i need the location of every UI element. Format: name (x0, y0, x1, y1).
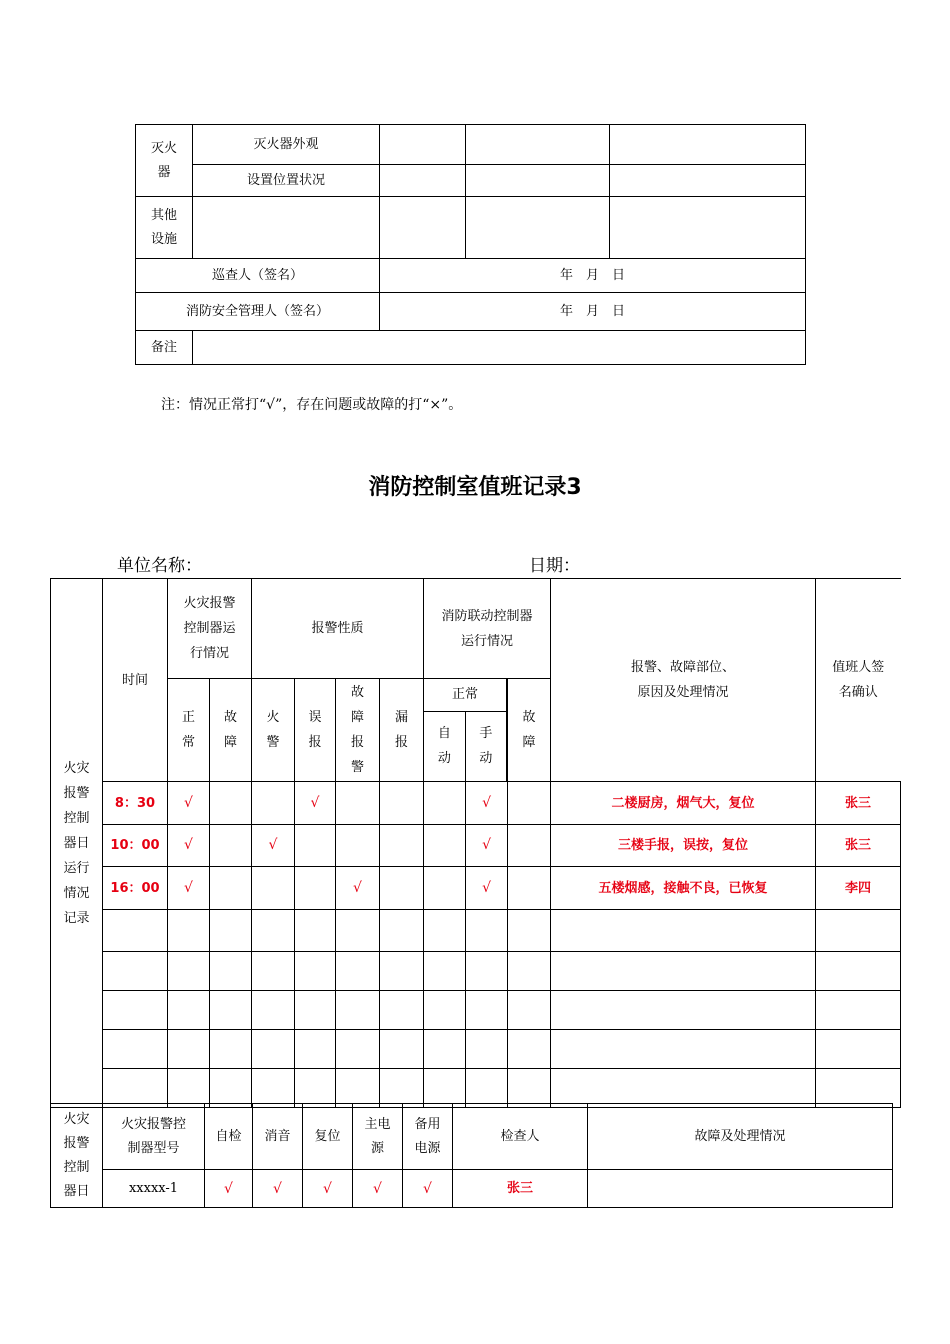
empty-cell (168, 1030, 210, 1069)
inspector-signature-label: 巡查人（签名） (136, 259, 380, 293)
missed-alarm-header: 漏报 (380, 679, 424, 782)
blank-cell (380, 867, 424, 910)
empty-cell (336, 1069, 380, 1108)
empty-cell (551, 910, 816, 952)
empty-cell (816, 1030, 901, 1069)
empty-cell (295, 1069, 336, 1108)
tick-manual: √ (466, 867, 508, 910)
empty-cell (103, 1069, 168, 1108)
check-side-cell (51, 1104, 103, 1208)
detail-header: 报警、故障部位、原因及处理情况 (551, 579, 816, 782)
duty-record-table (50, 578, 901, 1108)
row-time: 10：00 (103, 825, 168, 867)
blank-cell (610, 197, 806, 259)
note-text: 注：情况正常打“√”，存在问题或故障的打“×”。 (161, 397, 463, 413)
inspector-value: 张三 (453, 1170, 588, 1208)
time-header: 时间 (103, 579, 168, 782)
remark-value (193, 331, 806, 365)
tick-fire-alarm: √ (252, 825, 295, 867)
empty-cell (103, 910, 168, 952)
alarm-nature-header: 报警性质 (252, 579, 424, 679)
blank-cell (380, 125, 466, 165)
tick-controller-normal: √ (168, 825, 210, 867)
empty-cell (252, 952, 295, 991)
blank-cell (424, 782, 466, 825)
tick-manual: √ (466, 782, 508, 825)
tick-self-test: √ (205, 1170, 253, 1208)
empty-cell (295, 910, 336, 952)
blank-cell (508, 867, 551, 910)
blank-cell (336, 782, 380, 825)
empty-cell (210, 910, 252, 952)
extinguisher-position-label: 设置位置状况 (193, 165, 380, 197)
extinguisher-label: 灭火器 (151, 140, 178, 180)
inspection-table (135, 124, 806, 365)
reset-header: 复位 (303, 1104, 353, 1170)
empty-cell (168, 991, 210, 1030)
empty-cell (508, 910, 551, 952)
date-label: 日期： (529, 556, 580, 576)
empty-cell (168, 952, 210, 991)
tick-backup-power: √ (403, 1170, 453, 1208)
empty-cell (103, 952, 168, 991)
other-facilities-cell (136, 197, 193, 259)
empty-cell (295, 952, 336, 991)
blank-cell (210, 867, 252, 910)
blank-cell (380, 782, 424, 825)
empty-cell (466, 1030, 508, 1069)
empty-cell (252, 1030, 295, 1069)
empty-cell (168, 910, 210, 952)
blank-cell (466, 125, 610, 165)
empty-cell (508, 991, 551, 1030)
controller-header: 火灾报警控制器运行情况 (168, 579, 252, 679)
duty-side-cell (51, 579, 103, 1108)
linkage-auto-header: 自动 (424, 711, 465, 781)
empty-cell (551, 952, 816, 991)
row-detail: 五楼烟感，接触不良，已恢复 (551, 867, 816, 910)
backup-power-header: 备用电源 (403, 1104, 453, 1170)
row-detail: 二楼厨房，烟气大，复位 (551, 782, 816, 825)
empty-cell (508, 1030, 551, 1069)
empty-cell (210, 991, 252, 1030)
controller-check-table (50, 1103, 893, 1208)
controller-fault-header: 故障 (210, 679, 252, 782)
mute-header: 消音 (253, 1104, 303, 1170)
blank-cell (508, 782, 551, 825)
inspector-date: 年 月 日 (380, 259, 806, 293)
empty-cell (210, 1030, 252, 1069)
empty-cell (252, 991, 295, 1030)
blank-cell (610, 125, 806, 165)
empty-cell (380, 1030, 424, 1069)
empty-cell (466, 910, 508, 952)
empty-cell (210, 952, 252, 991)
empty-cell (336, 952, 380, 991)
empty-cell (295, 1030, 336, 1069)
blank-cell (424, 867, 466, 910)
blank-cell (380, 165, 466, 197)
empty-cell (508, 952, 551, 991)
blank-cell (210, 825, 252, 867)
manager-date: 年 月 日 (380, 293, 806, 331)
linkage-normal-header: 正常 (424, 679, 507, 711)
linkage-header: 消防联动控制器运行情况 (424, 579, 551, 679)
empty-cell (816, 910, 901, 952)
linkage-normal-subtable (424, 679, 507, 781)
tick-manual: √ (466, 825, 508, 867)
blank-cell (610, 165, 806, 197)
row-signer: 张三 (816, 782, 901, 825)
check-side-label: 火灾报警控制器日 (63, 1111, 90, 1199)
row-time: 8：30 (103, 782, 168, 825)
tick-false-alarm: √ (295, 782, 336, 825)
unit-name-label: 单位名称： (117, 556, 202, 576)
tick-controller-normal: √ (168, 782, 210, 825)
empty-cell (336, 1030, 380, 1069)
empty-cell (424, 991, 466, 1030)
empty-cell (424, 1069, 466, 1108)
empty-cell (252, 910, 295, 952)
blank-cell (336, 825, 380, 867)
linkage-fault-header: 故障 (508, 679, 551, 782)
blank-cell (466, 197, 610, 259)
other-facilities-label: 其他设施 (151, 207, 178, 247)
row-detail: 三楼手报，误按，复位 (551, 825, 816, 867)
false-alarm-header: 误报 (295, 679, 336, 782)
blank-cell (210, 782, 252, 825)
row-signer: 李四 (816, 867, 901, 910)
tick-mute: √ (253, 1170, 303, 1208)
empty-cell (424, 1030, 466, 1069)
blank-cell (252, 782, 295, 825)
manager-signature-label: 消防安全管理人（签名） (136, 293, 380, 331)
linkage-normal-group (424, 679, 508, 782)
empty-cell (380, 1069, 424, 1108)
blank-cell (295, 867, 336, 910)
empty-cell (816, 1069, 901, 1108)
empty-cell (816, 952, 901, 991)
signer-header: 值班人签名确认 (816, 579, 901, 782)
blank-cell (252, 867, 295, 910)
empty-cell (466, 952, 508, 991)
empty-cell (295, 991, 336, 1030)
empty-cell (551, 1069, 816, 1108)
remark-label: 备注 (136, 331, 193, 365)
empty-cell (551, 991, 816, 1030)
empty-cell (380, 910, 424, 952)
empty-cell (508, 1069, 551, 1108)
model-value: xxxxx-1 (103, 1170, 205, 1208)
main-power-header: 主电源 (353, 1104, 403, 1170)
empty-cell (336, 991, 380, 1030)
blank-cell (380, 825, 424, 867)
blank-cell (424, 825, 466, 867)
duty-side-label: 火灾报警控制器日运行情况记录 (63, 760, 90, 926)
empty-cell (336, 910, 380, 952)
empty-cell (424, 952, 466, 991)
blank-cell (380, 197, 466, 259)
self-test-header: 自检 (205, 1104, 253, 1170)
tick-reset: √ (303, 1170, 353, 1208)
blank-cell (466, 165, 610, 197)
empty-cell (466, 1069, 508, 1108)
fault-handling-header: 故障及处理情况 (588, 1104, 893, 1170)
linkage-manual-header: 手动 (465, 711, 506, 781)
blank-cell (295, 825, 336, 867)
empty-cell (103, 991, 168, 1030)
empty-cell (210, 1069, 252, 1108)
inspector-header: 检查人 (453, 1104, 588, 1170)
controller-normal-header: 正常 (168, 679, 210, 782)
empty-cell (380, 952, 424, 991)
row-time: 16：00 (103, 867, 168, 910)
tick-controller-normal: √ (168, 867, 210, 910)
fault-handling-value (588, 1170, 893, 1208)
empty-cell (816, 991, 901, 1030)
extinguisher-label-cell (136, 125, 193, 197)
tick-main-power: √ (353, 1170, 403, 1208)
model-header: 火灾报警控制器型号 (103, 1104, 205, 1170)
empty-cell (551, 1030, 816, 1069)
empty-cell (103, 1030, 168, 1069)
fault-alarm-header: 故障报警 (336, 679, 380, 782)
empty-cell (424, 910, 466, 952)
blank-cell (508, 825, 551, 867)
page-title: 消防控制室值班记录3 (368, 475, 582, 500)
fire-alarm-header: 火警 (252, 679, 295, 782)
empty-cell (252, 1069, 295, 1108)
extinguisher-appearance-label: 灭火器外观 (193, 125, 380, 165)
tick-fault-alarm: √ (336, 867, 380, 910)
empty-cell (380, 991, 424, 1030)
empty-cell (168, 1069, 210, 1108)
empty-cell (466, 991, 508, 1030)
row-signer: 张三 (816, 825, 901, 867)
blank-cell (193, 197, 380, 259)
